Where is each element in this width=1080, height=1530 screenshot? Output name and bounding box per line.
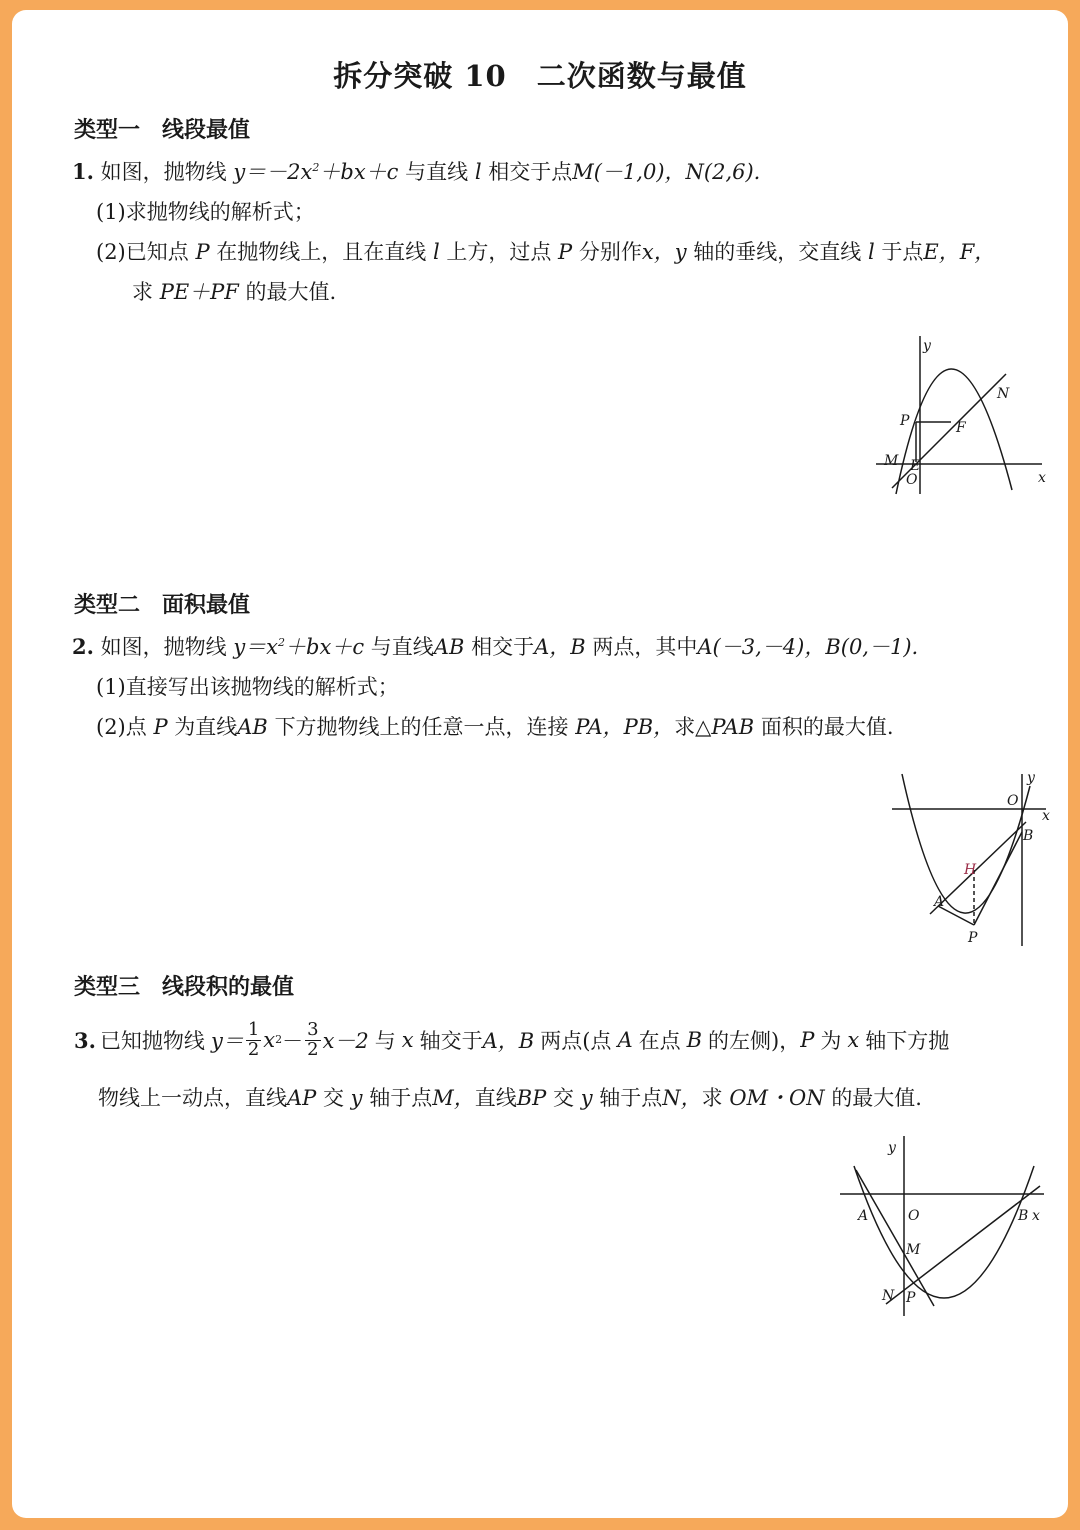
var: M， [432, 1086, 475, 1110]
var: y [580, 1086, 593, 1110]
var: BP [516, 1086, 547, 1110]
problem-1-part-2 [96, 236, 995, 266]
label-p: P [906, 1290, 916, 1306]
var: PAB [711, 715, 755, 739]
label-y: y [888, 1140, 896, 1156]
label-x: x [1042, 808, 1050, 824]
var: A，B [534, 635, 586, 659]
text: 轴于点 [599, 1086, 663, 1110]
text: 两点，其中 [592, 635, 698, 659]
var: B [686, 1028, 703, 1052]
var: x－2 [322, 1029, 369, 1053]
text: (2)已知点 [96, 240, 189, 264]
var: N， [662, 1086, 702, 1110]
var: P [195, 240, 210, 264]
text: 直线 [474, 1086, 517, 1110]
var: P [153, 715, 168, 739]
label-p: P [900, 413, 910, 429]
var: A [617, 1028, 633, 1052]
text: 的最大值. [245, 280, 337, 304]
text: 轴下方抛 [865, 1029, 950, 1053]
worksheet-page [12, 10, 1068, 1518]
var: A，B [482, 1029, 535, 1053]
label-y: y [923, 338, 931, 354]
text: 与 [374, 1029, 396, 1053]
operator: － [282, 1029, 304, 1053]
text: 下方抛物线上的任意一点，连接 [274, 715, 569, 739]
figure-1 [870, 326, 1050, 496]
var: AB [433, 635, 465, 659]
line-ab [930, 822, 1026, 914]
problem-1-part-2-cont [132, 276, 336, 306]
text: 于点 [881, 240, 924, 264]
expression: PE＋PF [159, 280, 239, 304]
line-ap [856, 1170, 934, 1306]
var: PA，PB， [575, 715, 675, 739]
var: P [800, 1028, 815, 1052]
text: 求△ [674, 715, 712, 739]
text: 交 [553, 1086, 574, 1110]
var: x [847, 1028, 860, 1052]
text: 在抛物线上，且在直线 [216, 240, 427, 264]
text: 为直线 [174, 715, 238, 739]
label-b: B [1018, 1208, 1029, 1224]
var: l [432, 240, 440, 264]
problem-3-stem: 3. 已知抛物线 y＝ $\frac{1}{2}$ x 2 － $\frac{3}{2}$ x－2 与 x 轴交于 A，B 两点(点 A 在点 B 的左侧)， P 为 x 轴下方抛 [74, 1018, 950, 1060]
text: 的左侧)， [708, 1029, 801, 1053]
problem-1-part-1: (1)求抛物线的解析式； [96, 200, 315, 224]
section-heading-2: 类型二 面积最值 [74, 592, 251, 618]
numerator: 1 [247, 1018, 260, 1040]
formula-tail: ＋bx＋c [285, 635, 365, 659]
var: AB [237, 715, 268, 739]
formula-main: y＝－2x [233, 160, 313, 184]
text: 相交于 [471, 635, 535, 659]
text: 轴的垂线，交直线 [693, 240, 862, 264]
section-heading-1: 类型一 线段最值 [74, 117, 251, 143]
label-p: P [968, 930, 978, 946]
label-h: H [964, 862, 977, 878]
problem-number: 3. [74, 1027, 96, 1053]
text: 已知抛物线 [99, 1029, 205, 1053]
text: 求 [132, 280, 153, 304]
text: 分别作 [578, 240, 642, 264]
text: 求 [701, 1086, 723, 1110]
text: 的最大值. [831, 1086, 922, 1110]
problem-1-stem [72, 156, 760, 186]
problem-2-part-1: (1)直接写出该抛物线的解析式； [96, 675, 399, 699]
segment-pb [974, 832, 1022, 925]
problem-number: 1. [72, 159, 94, 184]
figure-2 [890, 766, 1050, 948]
text: 相交于点 [488, 160, 573, 184]
formula-main: y＝x [233, 635, 279, 659]
formula [233, 160, 398, 184]
label-o: O [906, 472, 918, 488]
fraction-three-halves [305, 1018, 320, 1060]
fraction-one-half [246, 1018, 261, 1060]
var: l [867, 240, 875, 264]
text: 轴于点 [369, 1086, 433, 1110]
var: x [401, 1028, 414, 1052]
problem-number: 2. [72, 634, 94, 659]
text: 如图，抛物线 [100, 635, 227, 659]
text: 上方，过点 [446, 240, 552, 264]
formula [233, 635, 364, 659]
text: 交 [322, 1086, 344, 1110]
problem-3-stem-cont [98, 1082, 922, 1112]
label-x: x [1038, 470, 1046, 486]
var: y＝ [210, 1029, 244, 1053]
text: 与直线 [405, 160, 469, 184]
formula-tail: ＋bx＋c [319, 160, 399, 184]
label-m: M [906, 1242, 921, 1258]
label-y: y [1027, 770, 1035, 786]
section-heading-3: 类型三 线段积的最值 [74, 974, 295, 1000]
var: P [558, 240, 573, 264]
expression: OM・ON [729, 1086, 825, 1110]
label-x: x [1032, 1208, 1040, 1224]
text: 轴交于 [419, 1029, 483, 1053]
points: M(－1,0)，N(2,6). [572, 160, 761, 184]
text: 面积的最大值. [760, 715, 894, 739]
exponent: 2 [312, 161, 320, 174]
label-e: E [910, 458, 921, 474]
text: 为 [820, 1029, 842, 1053]
label-o: O [1007, 793, 1019, 809]
denominator: 2 [247, 1038, 260, 1060]
var: y [350, 1086, 363, 1110]
label-a: A [934, 894, 945, 910]
label-n: N [997, 386, 1010, 402]
text: (2)点 [96, 715, 147, 739]
text: 如图，抛物线 [100, 160, 227, 184]
figure-3 [838, 1130, 1048, 1320]
var: x，y [641, 240, 687, 264]
label-o: O [908, 1208, 920, 1224]
text: 与直线 [370, 635, 434, 659]
label-f: F [956, 420, 966, 436]
var: x [263, 1028, 276, 1052]
denominator: 2 [307, 1038, 319, 1060]
var: AP [287, 1086, 317, 1110]
parabola [854, 1166, 1034, 1298]
text: 物线上一动点，直线 [98, 1086, 287, 1110]
exponent: 2 [278, 636, 286, 649]
label-a: A [858, 1208, 869, 1224]
numerator: 3 [307, 1018, 319, 1040]
page-title: 拆分突破 10 二次函数与最值 [333, 59, 747, 93]
problem-2-stem [72, 631, 918, 661]
line-name: l [474, 160, 482, 184]
label-b: B [1023, 828, 1034, 844]
problem-2-part-2 [96, 711, 894, 741]
label-n: N [882, 1288, 895, 1304]
label-m: M [884, 453, 899, 469]
text: 在点 [638, 1029, 681, 1053]
points: A(－3,－4)，B(0,－1). [697, 635, 919, 659]
text: 两点(点 [540, 1029, 612, 1053]
var: E，F， [923, 240, 996, 264]
